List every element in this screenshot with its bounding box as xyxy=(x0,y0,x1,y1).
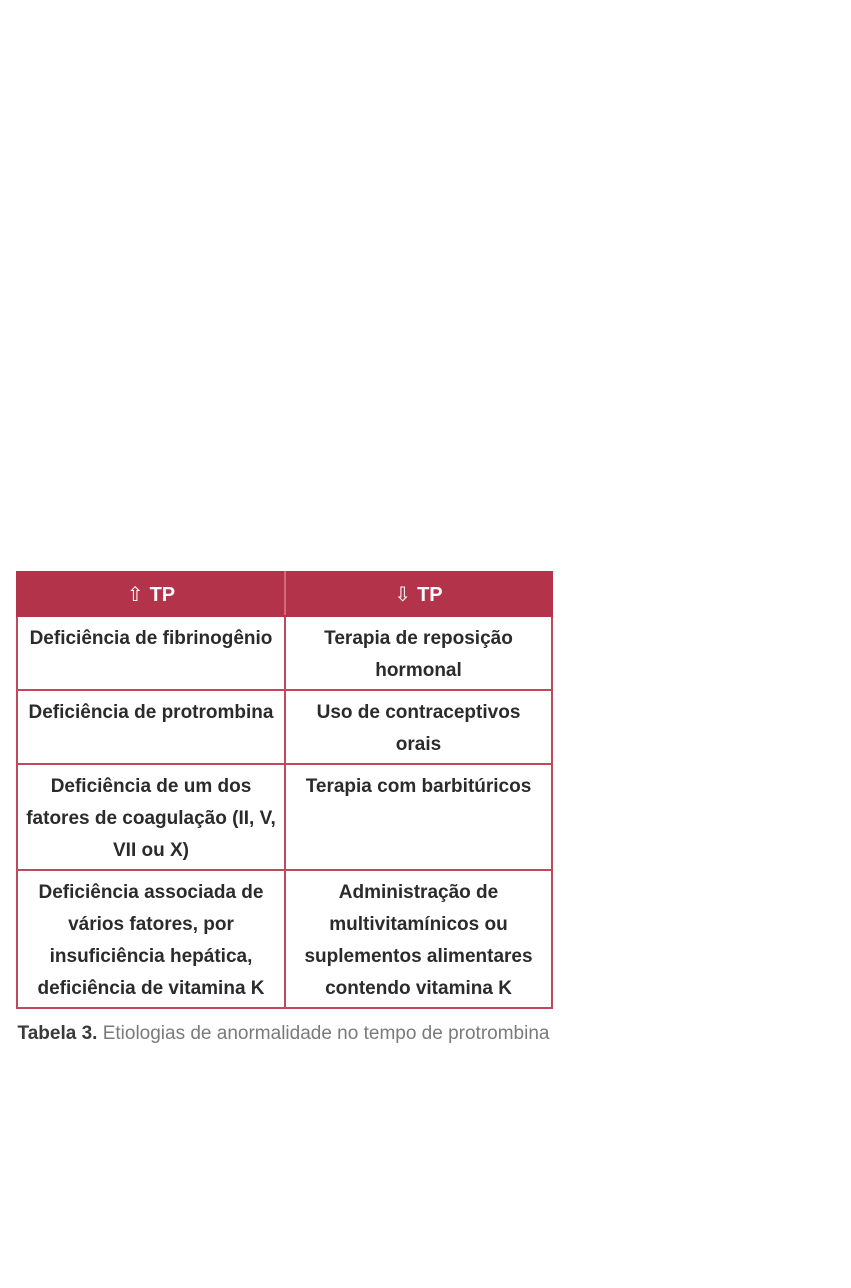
table-cell: Terapia com barbitúricos xyxy=(285,764,552,870)
table-cell: Deficiência de fibrinogênio xyxy=(17,616,285,690)
etiology-table-container xyxy=(16,571,551,1047)
table-cell: Administração de multivitamínicos ou suplementos alimentares contendo vitamina K xyxy=(285,870,552,1008)
table-header-row xyxy=(17,572,552,616)
arrow-down-icon: ⇩ xyxy=(394,583,412,606)
header-label: TP xyxy=(417,583,443,606)
table-cell: Terapia de reposição hormonal xyxy=(285,616,552,690)
caption-text: Etiologias de anormalidade no tempo de protrombina xyxy=(97,1023,550,1044)
table-row xyxy=(17,764,552,870)
table-cell: Deficiência de protrombina xyxy=(17,690,285,764)
table-row xyxy=(17,690,552,764)
header-decreased-tp xyxy=(285,572,552,616)
etiology-table xyxy=(16,571,553,1009)
arrow-up-icon: ⇧ xyxy=(126,583,144,606)
table-cell: Deficiência associada de vários fatores, por insuficiência hepática, deficiência de vitamina K xyxy=(17,870,285,1008)
table-caption xyxy=(16,1021,551,1047)
caption-label: Tabela 3. xyxy=(17,1023,98,1044)
header-label: TP xyxy=(149,583,176,606)
table-row xyxy=(17,870,552,1008)
table-cell: Deficiência de um dos fatores de coagulação (II, V, VII ou X) xyxy=(17,764,285,870)
header-increased-tp xyxy=(17,572,285,616)
table-row xyxy=(17,616,552,690)
table-cell: Uso de contraceptivos orais xyxy=(285,690,552,764)
